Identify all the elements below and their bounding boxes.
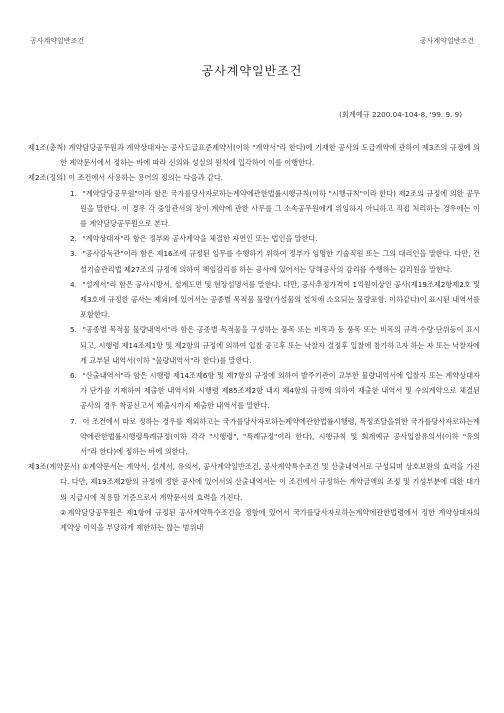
regulation-reference: (회계예규 2200.04-104-8, '99. 9. 9) [339,110,462,119]
article-3: 제3조(계약문서) ①계약문서는 계약서, 설계서, 유의서, 공사계약일반조건, 공사계약특수조건 및 산출내역서로 구성되며 상호보완의 효력을 가진다. 다만, 제19조제2항의 규정에 정한 공사에 있어서의 산출내역서는 이 조건에서 규정하는 계약금액의 조정 및 기성부분에 대한 대가의 지급시에 적용할 기준으로서 계약문서의 효력을 가진다. [28,462,480,502]
running-header-left: 공사계약일반조건 [30,37,85,45]
article-2-item-text: "공종별 목적물 물량내역서"라 함은 공종별 목적물을 구성하는 품목 또는 비목과 동 품목 또는 비목의 규격·수량·단위등이 표시되고, 시행령 제14조제1항 및 제2항의 규정에 의하여 입찰 공고후 또는 낙찰자 결정후 입찰에 참가하고자 하는 자 또는 낙찰자에게 교부된 내역서(이하 "물량내역서"라 한다)를 말한다. [80,325,480,365]
running-header-right: 공사계약일반조건 [419,37,474,45]
article-2-item: 6. "산출내역서"라 함은 시행령 제14조제6항 및 제7항의 규정에 의하여 발주기관이 교부한 물량내역서에 입찰자 또는 계약상대자가 단가를 기재하여 제출한 내역서와 시행령 제85조제2항 내지 제4항의 규정에 의하여 제출한 내역서 및 수의계약으로 체결된 공사의 경우 착공신고서 제출시까지 제출한 내역서를 말한다. [70,371,480,411]
article-2-item-text: "공사감독관"이라 함은 제16조에 규정된 임무를 수행하기 위하여 정부가 임명한 기술직원 또는 그의 대리인을 말한다. 다만, 건설기술관리법 제27조의 규정에 의하여 책임감리를 하는 공사에 있어서는 당해공사의 감리를 수행하는 감리원을 말한다. [80,249,480,274]
article-2-item: 7. 이 조건에서 따로 정하는 경우를 제외하고는 국가를당사자로하는계약에관한법률시행령, 특정조달을위한 국가를당사자로하는계약에관한법률시행령특례규정(이하 각각 "시행령", "특례규정"이라 한다), 시행규칙 및 회계예규 공사입찰유의서(이하 "유의서"라 한다)에 정하는 바에 의한다. [70,416,480,457]
article-2-item-text: "산출내역서"라 함은 시행령 제14조제6항 및 제7항의 규정에 의하여 발주기관이 교부한 물량내역서에 입찰자 또는 계약상대자가 단가를 기재하여 제출한 내역서와 시행령 제85조제2항 내지 제4항의 규정에 의하여 제출한 내역서 및 수의계약으로 체결된 공사의 경우 착공신고서 제출시까지 제출한 내역서를 말한다. [80,371,480,411]
article-2-item: 1. "계약담당공무원"이라 함은 국가를당사자로하는계약에관한법률시행규칙(이하 "시행규칙"이라 한다) 제2조의 규정에 의한 공무원을 말한다. 이 경우 각 중앙관서의 장이 계약에 관한 사무를 그 소속공무원에게 위임하지 아니하고 직접 처리하는 경우에는 이를 계약담당공무원으로 본다. [70,188,480,229]
article-2-item: 2. "계약상대자"라 함은 정부와 공사계약을 체결한 자연인 또는 법인을 말한다. [70,234,318,244]
article-2: 제2조(정의) 이 조건에서 사용하는 용어의 정의는 다음과 같다. [28,173,224,183]
article-2-item-text: "설계서"라 함은 공사시방서, 설계도면 및 현장설명서를 말한다. 다만, 공사추정가격이 1억원이상인 공사(제19조제2항제2호 및 제3호에 규정한 공사는 제외)에 있어서는 공종별 목적물 물량(가설물의 설치에 소요되는 물량포함. 이하같다)이 표시된 내역서를 포함한다. [80,279,480,320]
article-1: 제1조(총칙) 계약담당공무원과 계약상대자는 공사도급표준계약서(이하 "계약서"라 한다)에 기재한 공사의 도급계약에 관하여 제3조의 규정에 의한 계약문서에서 정하는 바에 따라 신의와 성실의 원칙에 입각하여 이를 이행한다. [28,143,480,168]
article-3-paragraph-2: ②계약담당공무원은 제1항에 규정된 공사계약특수조건을 정함에 있어서 국가를당사자로하는계약에관한법령에서 정한 계약상대자의 계약상 이익을 부당하게 제한하는 않는 범위내 [60,507,480,533]
article-2-item: 3. "공사감독관"이라 함은 제16조에 규정된 임무를 수행하기 위하여 정부가 임명한 기술직원 또는 그의 대리인을 말한다. 다만, 건설기술관리법 제27조의 규정에 의하여 책임감리를 하는 공사에 있어서는 당해공사의 감리를 수행하는 감리원을 말한다. [70,249,480,274]
article-2-item: 4. "설계서"라 함은 공사시방서, 설계도면 및 현장설명서를 말한다. 다만, 공사추정가격이 1억원이상인 공사(제19조제2항제2호 및 제3호에 규정한 공사는 제외)에 있어서는 공종별 목적물 물량(가설물의 설치에 소요되는 물량포함. 이하같다)이 표시된 내역서를 포함한다. [70,279,480,320]
article-2-item: 5. "공종별 목적물 물량내역서"라 함은 공종별 목적물을 구성하는 품목 또는 비목과 동 품목 또는 비목의 규격·수량·단위등이 표시되고, 시행령 제14조제1항 및 제2항의 규정에 의하여 입찰 공고후 또는 낙찰자 결정후 입찰에 참가하고자 하는 자 또는 낙찰자에게 교부된 내역서(이하 "물량내역서"라 한다)를 말한다. [70,325,480,365]
document-title: 공사계약일반조건 [201,64,303,78]
article-2-item-text: 이 조건에서 따로 정하는 경우를 제외하고는 국가를당사자로하는계약에관한법률시행령, 특정조달을위한 국가를당사자로하는계약에관한법률시행령특례규정(이하 각각 "시행령", "특례규정"이라 한다), 시행규칙 및 회계예규 공사입찰유의서(이하 "유의서"라 한다)에 정하는 바에 의한다. [80,416,480,457]
document-body [28,140,480,535]
article-2-item-text: "계약상대자"라 함은 정부와 공사계약을 체결한 자연인 또는 법인을 말한다. [82,234,318,244]
article-2-item-text: "계약담당공무원"이라 함은 국가를당사자로하는계약에관한법률시행규칙(이하 "시행규칙"이라 한다) 제2조의 규정에 의한 공무원을 말한다. 이 경우 각 중앙관서의 장이 계약에 관한 사무를 그 소속공무원에게 위임하지 아니하고 직접 처리하는 경우에는 이를 계약담당공무원으로 본다. [80,188,480,229]
